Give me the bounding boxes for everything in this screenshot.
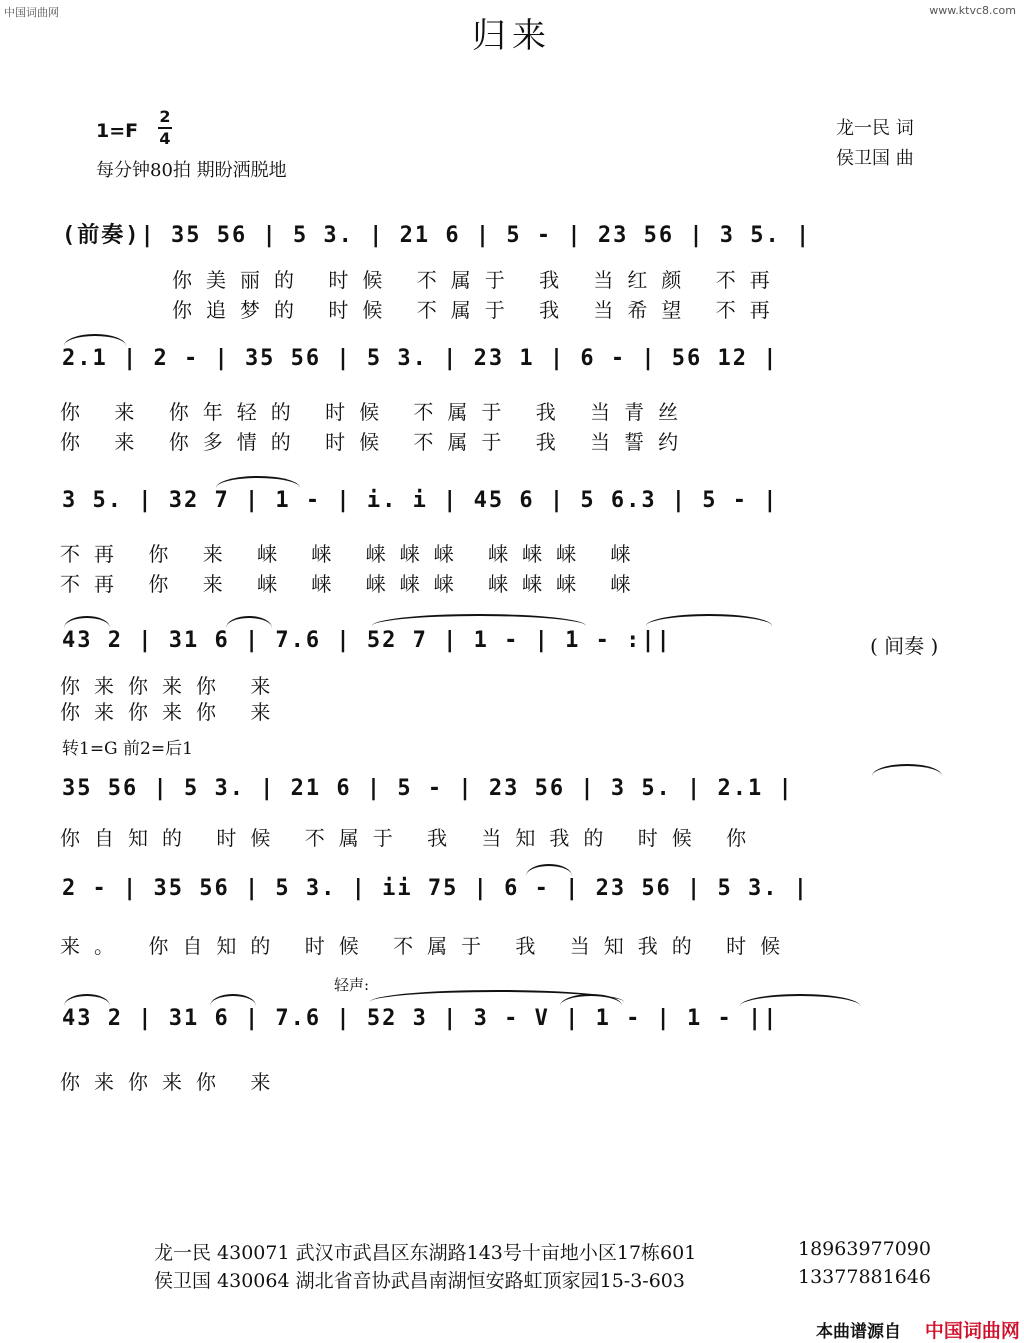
credits (836, 114, 914, 174)
soft-voice-mark: 轻声: (334, 976, 370, 994)
contact-line-1: 龙一民 430071 武汉市武昌区东湖路143号十亩地小区17栋601 (154, 1242, 697, 1264)
lyric-line: 你追梦的 时候 不属于 我 当希望 不再 (172, 298, 784, 322)
time-top: 2 (159, 107, 171, 126)
lyric-line: 来。 你自知的 时候 不属于 我 当知我的 时候 (60, 934, 795, 958)
lyric-line: 你来你来你 来 (60, 674, 285, 698)
score-row-5 (0, 770, 1024, 810)
source-label: 本曲谱源自 (816, 1322, 901, 1342)
watermark-right: www.ktvc8.com (929, 4, 1016, 17)
lyric-line: 你 来 你多情的 时候 不属于 我 当誓约 (60, 430, 693, 454)
notation-line: 43 2 | 31 6 | 7.6 | 52 3 | 3 - V | 1 - | 1 - || (62, 1006, 779, 1031)
notation-line: 2.1 | 2 - | 35 56 | 5 3. | 23 1 | 6 - | 56 12 | (62, 346, 779, 371)
slur (64, 616, 110, 628)
notation-line: (前奏)| 35 56 | 5 3. | 21 6 | 5 - | 23 56 | 3 5. | (62, 223, 812, 248)
slur (64, 994, 110, 1006)
slur (216, 476, 300, 488)
score-row-2 (0, 340, 1024, 380)
notation-line: 2 - | 35 56 | 5 3. | ii 75 | 6 - | 23 56 | 5 3. | (62, 876, 810, 901)
slur (526, 864, 572, 876)
notation-line: 3 5. | 32 7 | 1 - | i. i | 45 6 | 5 6.3 | 5 - | (62, 488, 779, 513)
modulation-note: 转1=G 前2=后1 (62, 739, 193, 759)
tempo-marking: 每分钟80拍 期盼洒脱地 (96, 160, 287, 181)
slur (210, 994, 256, 1006)
lyric-line: 你来你来你 来 (60, 700, 285, 724)
source-site-link[interactable]: 中国词曲网 (924, 1320, 1020, 1342)
score-row-6 (0, 870, 1024, 910)
score-row-7 (0, 1000, 1024, 1040)
phone-2: 13377881646 (798, 1266, 931, 1288)
slur (872, 764, 942, 776)
notation-line: 43 2 | 31 6 | 7.6 | 52 7 | 1 - | 1 - :|| (62, 628, 672, 653)
score-row-1 (0, 212, 1024, 252)
watermark-left: 中国词曲网 (4, 6, 59, 19)
lyric-line: 不再 你 来 崃 崃 崃崃崃 崃崃崃 崃 (60, 572, 645, 596)
composer: 侯卫国 曲 (836, 148, 914, 169)
lyric-line: 你美丽的 时候 不属于 我 当红颜 不再 (172, 268, 784, 292)
score-row-4 (0, 622, 1024, 662)
lyric-line: 你来你来你 来 (60, 1070, 285, 1094)
time-bottom: 4 (159, 129, 171, 148)
source-credit (816, 1316, 1020, 1343)
key-signature: 1=F (96, 120, 139, 142)
slur (372, 614, 586, 626)
lyric-line: 你 来 你年轻的 时候 不属于 我 当青丝 (60, 400, 693, 424)
slur (226, 616, 272, 628)
slur (64, 334, 126, 346)
time-signature (158, 108, 172, 148)
slur (740, 994, 860, 1006)
phone-1: 18963977090 (798, 1238, 931, 1260)
contact-line-2: 侯卫国 430064 湖北省音协武昌南湖恒安路虹顶家园15-3-603 (154, 1270, 685, 1292)
lyric-line: 你自知的 时候 不属于 我 当知我的 时候 你 (60, 826, 761, 850)
song-title: 归来 (472, 16, 552, 56)
lyric-line: 不再 你 来 崃 崃 崃崃崃 崃崃崃 崃 (60, 542, 645, 566)
slur (646, 614, 772, 626)
lyricist: 龙一民 词 (836, 118, 914, 139)
notation-line: 35 56 | 5 3. | 21 6 | 5 - | 23 56 | 3 5. | 2.1 | (62, 776, 794, 801)
score-row-3 (0, 482, 1024, 522)
interlude-label: ( 间奏 ) (870, 634, 939, 658)
